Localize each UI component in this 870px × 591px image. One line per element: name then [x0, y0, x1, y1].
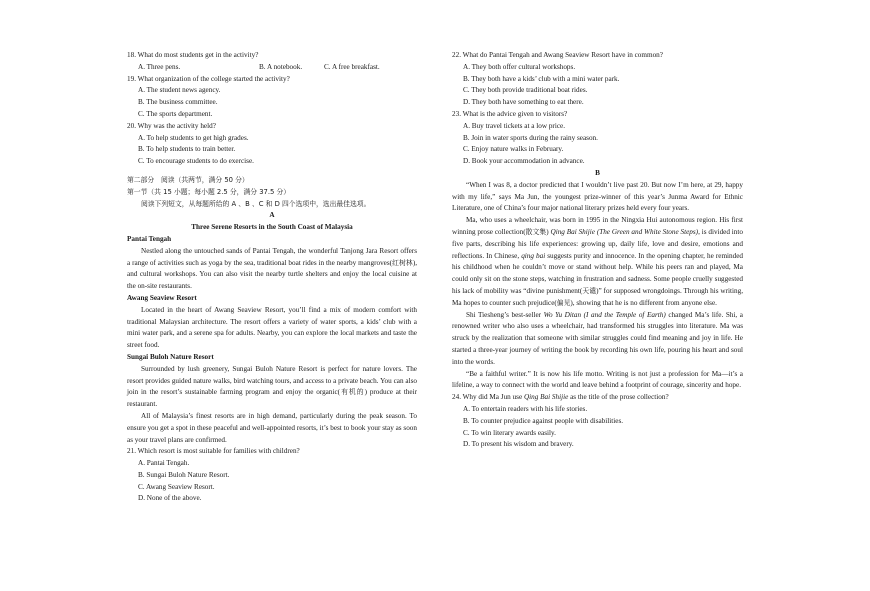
- section-title: 第二部分 阅读（共两节，满分 50 分）: [127, 175, 249, 184]
- q20-stem: 20. Why was the activity held?: [127, 121, 216, 130]
- q23-option-a: A. Buy travel tickets at a low price.: [463, 121, 565, 130]
- q23-stem: 23. What is the advice given to visitors?: [452, 109, 568, 118]
- q21-option-b: B. Sungai Buloh Nature Resort.: [138, 470, 230, 479]
- resort-1-text: Nestled along the untouched sands of Pantai Tengah, the wonderful Tanjong Jara Resort offers a range of activities such as yoga by the sea, traditional boat rides in the nearby mangroves(红树林), and cultural workshops. You can also visit the nearby turtle shelters and enjoy the local cuisine at the on-site restaurants.: [127, 246, 418, 291]
- resort-3-name: Sungai Buloh Nature Resort: [127, 352, 214, 361]
- passage-b-letter: B: [595, 168, 600, 177]
- q24-stem: 24. Why did Ma Jun use Qing Bai Shijie as the title of the prose collection?: [452, 393, 669, 402]
- passage-b-p4: “Be a faithful writer.” It is now his life motto. Writing is not just a profession for Ma—it’s a lifeline, a way to connect with the world and leave behind a footprint of courage, sincerity and hope.: [452, 369, 743, 390]
- right-column: [452, 50, 743, 451]
- passage-a-closing: All of Malaysia’s finest resorts are in high demand, particularly during the peak season. To ensure you get a spot in these peaceful and well-appointed resorts, it’s best to book your stay as soon as your travel plans are confirmed.: [127, 411, 417, 444]
- passage-b-p1: “When I was 8, a doctor predicted that I wouldn’t live past 20. But now I’m here, at 29, happy with my life,” says Ma Jun, the youngest prize-winner of this year’s Junma Award for Ethnic Literature, one of China’s four major national literary prizes held every four years.: [452, 180, 743, 213]
- q23-option-b: B. Join in water sports during the rainy season.: [463, 133, 598, 142]
- q24-option-c: C. To win literary awards easily.: [463, 428, 556, 437]
- q20-option-a: A. To help students to get high grades.: [138, 133, 249, 142]
- passage-a-letter: A: [269, 211, 275, 220]
- passage-b-p2: Ma, who uses a wheelchair, was born in 1995 in the Ningxia Hui autonomous region. His first winning prose collection(散文集) Qing Bai Shijie (The Green and White Stone Steps), is divided into five parts, describing his life experiences: growing up, daily life, love and desire, emotions and reflections. In Chinese, qing bai suggests purity and innocence. In the opening chapter, he reminded his childhood when he couldn’t move or stand without help. While his peers ran and played, Ma could only sit on the stone steps, watching in frustration and sadness. Some people cruelly suggested his lack of mobility was “divine punishment(天谴)” for supposed wrongdoings. Through his writing, Ma hopes to counter such prejudice(偏见), showing that he is no different from anyone else.: [452, 216, 743, 307]
- q24-option-b: B. To counter prejudice against people with disabilities.: [463, 416, 624, 425]
- q22-option-b: B. They both have a kids’ club with a mini water park.: [463, 74, 620, 83]
- q18-options: [127, 62, 417, 74]
- q21-option-a: A. Pantai Tengah.: [138, 459, 190, 468]
- q24-option-d: D. To present his wisdom and bravery.: [463, 440, 574, 449]
- resort-1-name: Pantai Tengah: [127, 234, 172, 243]
- q20-option-b: B. To help students to train better.: [138, 145, 236, 154]
- resort-2-name: Awang Seaview Resort: [127, 293, 197, 302]
- q24-option-a: A. To entertain readers with his life stories.: [463, 404, 588, 413]
- q23-option-d: D. Book your accommodation in advance.: [463, 157, 585, 166]
- q18-option-c: C. A free breakfast.: [324, 62, 380, 71]
- resort-2-text: Located in the heart of Awang Seaview Resort, you’ll find a mix of modern comfort with traditional Malaysian architecture. The resort offers a variety of water sports, a kids’ club with a mini water park, and a serene spa for adults. Nearby, you can explore the local markets and taste the street food.: [127, 305, 417, 350]
- q22-option-c: C. They both provide traditional boat rides.: [463, 86, 588, 95]
- q19-stem: 19. What organization of the college started the activity?: [127, 74, 290, 83]
- q20-option-c: C. To encourage students to do exercise.: [138, 157, 254, 166]
- resort-3-text: Surrounded by lush greenery, Sungai Buloh Nature Resort is perfect for nature lovers. The resort provides guided nature walks, bird watching tours, and access to a private beach. You can also join in the resort’s sustainable farming program and enjoy the organic(有机的) produce at their restaurant.: [127, 364, 417, 409]
- left-column: [127, 50, 417, 505]
- q23-option-c: C. Enjoy nature walks in February.: [463, 145, 564, 154]
- q21-stem: 21. Which resort is most suitable for families with children?: [127, 447, 300, 456]
- q22-stem: 22. What do Pantai Tengah and Awang Seaview Resort have in common?: [452, 51, 663, 59]
- q18-option-a: A. Three pens.: [138, 62, 181, 71]
- q18-stem: 18. What do most students get in the activity?: [127, 51, 259, 59]
- q19-option-b: B. The business committee.: [138, 98, 218, 107]
- q19-option-a: A. The student news agency.: [138, 86, 221, 95]
- section-subtitle: 第一节（共 15 小题；每小题 2.5 分，满分 37.5 分）: [127, 187, 291, 196]
- q18-option-b: B. A notebook.: [259, 62, 303, 71]
- passage-a-title: Three Serene Resorts in the South Coast of Malaysia: [191, 223, 353, 232]
- passage-b-p3: Shi Tiesheng’s best-seller Wo Yu Ditan (I and the Temple of Earth) changed Ma’s life. Shi, a renowned writer who also uses a wheelchair, had transformed his struggles into literature. Ma was struck by the realization that someone with similar struggles could find meaning and joy in life. He started a three-year journey of writing the book by recording his own life, pouring his heart and soul into the words.: [452, 310, 743, 366]
- q22-option-a: A. They both offer cultural workshops.: [463, 62, 576, 71]
- q21-option-c: C. Awang Seaview Resort.: [138, 482, 215, 491]
- q21-option-d: D. None of the above.: [138, 494, 202, 503]
- q19-option-c: C. The sports department.: [138, 109, 213, 118]
- q22-option-d: D. They both have something to eat there.: [463, 98, 584, 107]
- section-instruction: 阅读下列短文，从每题所给的 A 、B 、C 和 D 四个选项中，选出最佳选项。: [141, 199, 371, 208]
